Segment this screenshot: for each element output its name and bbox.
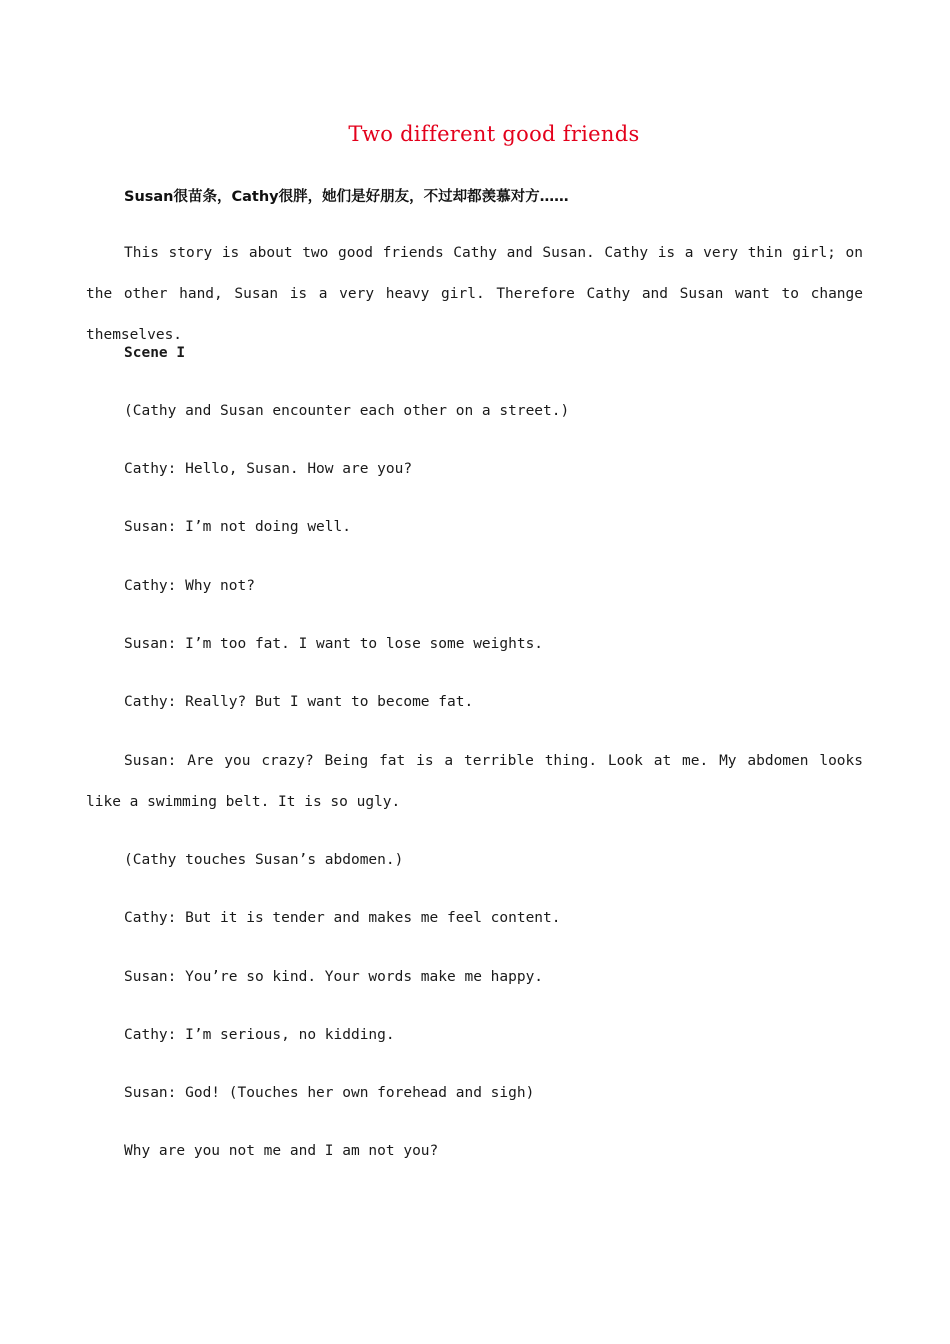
- dialogue-line: Susan: You’re so kind. Your words make me happy.: [124, 969, 544, 985]
- dialogue-line: Cathy: Really? But I want to become fat.: [124, 694, 474, 710]
- dialogue-line: Cathy: I’m serious, no kidding.: [124, 1027, 395, 1043]
- dialogue-paragraph: Susan: Are you crazy? Being fat is a terrible thing. Look at me. My abdomen looks like a swimming belt. It is so ugly.: [86, 753, 863, 810]
- chinese-summary: Susan很苗条，Cathy很胖，她们是好朋友，不过却都羡慕对方……: [124, 189, 569, 205]
- document-title: Two different good friends: [348, 122, 640, 146]
- scene-heading: Scene I: [124, 345, 186, 361]
- stage-direction: (Cathy touches Susan’s abdomen.): [124, 852, 404, 868]
- dialogue-line: Why are you not me and I am not you?: [124, 1143, 439, 1159]
- dialogue-line: Susan: I’m too fat. I want to lose some weights.: [124, 636, 544, 652]
- dialogue-line: Susan: God! (Touches her own forehead and sigh): [124, 1085, 535, 1101]
- intro-paragraph: This story is about two good friends Cathy and Susan. Cathy is a very thin girl; on the other hand, Susan is a very heavy girl. Therefore Cathy and Susan want to change themselves.: [86, 245, 863, 343]
- dialogue-line: Cathy: But it is tender and makes me feel content.: [124, 910, 561, 926]
- dialogue-line: Cathy: Why not?: [124, 578, 255, 594]
- dialogue-line: Susan: I’m not doing well.: [124, 519, 351, 535]
- stage-direction: (Cathy and Susan encounter each other on a street.): [124, 403, 570, 419]
- dialogue-line: Cathy: Hello, Susan. How are you?: [124, 461, 413, 477]
